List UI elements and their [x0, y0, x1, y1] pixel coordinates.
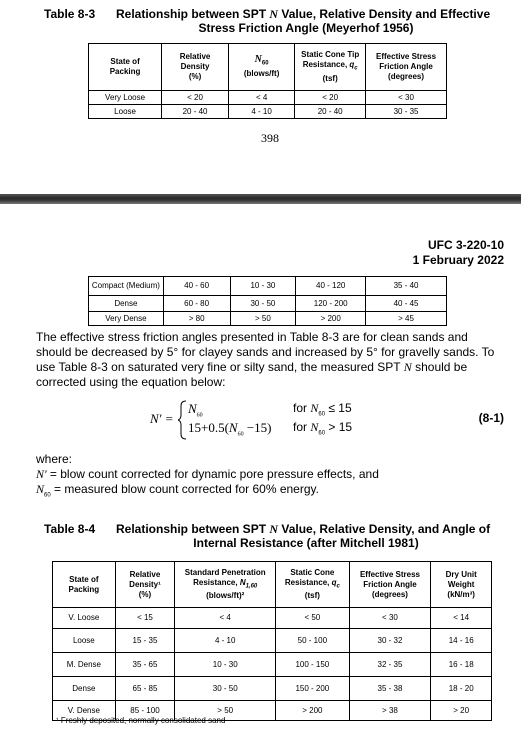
paragraph-line: The effective stress friction angles presented in Table 8-3 are for clean sands and: [36, 330, 468, 344]
table-row: [89, 91, 447, 105]
table-cell: V. Loose: [53, 608, 116, 629]
table-cell: 35 - 38: [349, 677, 431, 701]
table-cell: 35 - 40: [366, 277, 447, 296]
page-divider: [0, 194, 521, 204]
table84-footnote: ¹ Freshly deposited, normally consolidated sand: [56, 716, 226, 725]
table84: [52, 561, 492, 721]
where-block: [36, 452, 516, 503]
paragraph-line: use Table 8-3 on saturated very fine or silty sand, the measured SPT N should be: [36, 360, 468, 374]
table-cell: < 4: [228, 91, 294, 105]
table83-title-line1: Relationship between SPT N Value, Relative Density and Effective: [116, 7, 491, 21]
table-cell: < 20: [162, 91, 229, 105]
left-brace-icon: [178, 400, 188, 440]
table-cell: > 20: [431, 701, 492, 721]
table-cell: 50 - 100: [276, 629, 349, 653]
table84-title-line2: Internal Resistance (after Mitchell 1981): [193, 536, 419, 550]
table-cell: 30 - 32: [349, 629, 431, 653]
table-cell: 30 - 50: [175, 677, 276, 701]
equation-number: (8-1): [478, 411, 504, 425]
table-cell: > 50: [230, 312, 296, 326]
equation-case2-cond: for $N_{60} > 15$: [293, 420, 353, 437]
table-cell: 4 - 10: [228, 105, 294, 119]
th-state-of-packing: State of Packing: [53, 562, 116, 608]
table-cell: 40 - 120: [296, 277, 366, 296]
equation-case2-expr: $15+0.5(N_{60} -15)$: [188, 420, 272, 438]
where-intro: where:: [36, 452, 73, 466]
table-cell: < 30: [349, 608, 431, 629]
table83-part1: [88, 43, 447, 119]
table-cell: 10 - 30: [175, 653, 276, 677]
equation-8-1: [150, 400, 510, 440]
table-cell: 120 - 200: [296, 296, 366, 312]
table-cell: 18 - 20: [431, 677, 492, 701]
paragraph-line: should be decreased by 5° for clayey sands and increased by 5° for gravelly sands. To: [36, 345, 495, 359]
table84-label: Table 8-4: [44, 522, 96, 536]
doc-code: UFC 3-220-10: [427, 238, 504, 252]
table-cell: 14 - 16: [431, 629, 492, 653]
table-cell: Dense: [53, 677, 116, 701]
table-row: [89, 312, 447, 326]
table-cell: 32 - 35: [349, 653, 431, 677]
table-cell: 40 - 60: [163, 277, 230, 296]
table-cell: V. Dense: [53, 701, 116, 721]
table-cell: > 200: [296, 312, 366, 326]
table-cell: M. Dense: [53, 653, 116, 677]
table-cell: 35 - 65: [115, 653, 175, 677]
table-cell: < 30: [366, 91, 447, 105]
table-cell: > 80: [163, 312, 230, 326]
table-row: [53, 653, 492, 677]
table-cell: 85 - 100: [115, 701, 175, 721]
table-cell: 30 - 50: [230, 296, 296, 312]
table-cell: > 200: [276, 701, 349, 721]
th-n60: $N_{60}$ (blows/ft): [228, 44, 294, 91]
table-row: [89, 277, 447, 296]
table-cell: Compact (Medium): [89, 277, 164, 296]
th-friction-angle: Effective Stress Friction Angle (degrees): [349, 562, 431, 608]
th-relative-density: Relative Density (%): [162, 44, 229, 91]
th-dry-unit-weight: Dry Unit Weight (kN/m³): [431, 562, 492, 608]
table-row: [53, 677, 492, 701]
table-row: [53, 608, 492, 629]
table-cell: > 38: [349, 701, 431, 721]
table-cell: 20 - 40: [295, 105, 366, 119]
doc-date: 1 February 2022: [412, 253, 504, 267]
table-cell: 150 - 200: [276, 677, 349, 701]
table-cell: 65 - 85: [115, 677, 175, 701]
table-cell: > 50: [175, 701, 276, 721]
table-cell: 60 - 80: [163, 296, 230, 312]
th-relative-density: Relative Density¹ (%): [115, 562, 175, 608]
table-cell: Very Loose: [89, 91, 162, 105]
table-cell: Very Dense: [89, 312, 164, 326]
where-item: $N_{60}$ = measured blow count corrected for 60% energy.: [36, 482, 319, 499]
body-paragraph: [36, 330, 516, 390]
th-cone-resistance: Static Cone Resistance, $q_c$ (tsf): [276, 562, 349, 608]
table-cell: 16 - 18: [431, 653, 492, 677]
table-cell: < 4: [175, 608, 276, 629]
table-cell: 20 - 40: [162, 105, 229, 119]
table-cell: 40 - 45: [366, 296, 447, 312]
table-cell: < 50: [276, 608, 349, 629]
table-cell: < 15: [115, 608, 175, 629]
table-cell: < 14: [431, 608, 492, 629]
table84-title-line1: Relationship between SPT N Value, Relative Density, and Angle of: [116, 522, 491, 536]
equation-lhs: N' =: [150, 411, 174, 426]
table-cell: Loose: [53, 629, 116, 653]
table-cell: 100 - 150: [276, 653, 349, 677]
th-friction-angle: Effective Stress Friction Angle (degrees): [366, 44, 447, 91]
table-cell: 10 - 30: [230, 277, 296, 296]
table83-part2: [88, 276, 447, 326]
table-cell: 15 - 35: [115, 629, 175, 653]
th-cone-tip: Static Cone Tip Resistance, $q_c$ (tsf): [295, 44, 366, 91]
table83-title-line2: Stress Friction Angle (Meyerhof 1956): [198, 21, 414, 35]
table-row: [89, 296, 447, 312]
table-cell: 30 - 35: [366, 105, 447, 119]
paragraph-line: corrected using the equation below:: [36, 375, 226, 389]
th-state-of-packing: State of Packing: [89, 44, 162, 91]
table-cell: > 45: [366, 312, 447, 326]
table-row: [89, 105, 447, 119]
equation-case1-cond: for $N_{60} \le 15$: [293, 401, 352, 418]
table-cell: Loose: [89, 105, 162, 119]
table-cell: 4 - 10: [175, 629, 276, 653]
where-item: N' = blow count corrected for dynamic pore pressure effects, and: [36, 467, 379, 481]
equation-case1-expr: $N_{60}$: [188, 401, 203, 419]
table83-label: Table 8-3: [44, 7, 96, 21]
table-cell: < 20: [295, 91, 366, 105]
page-number: 398: [261, 131, 279, 145]
table-row: [53, 629, 492, 653]
th-spt-resistance: Standard Penetration Resistance, $N_{1,60}$ (blows/ft)²: [175, 562, 276, 608]
table-cell: Dense: [89, 296, 164, 312]
